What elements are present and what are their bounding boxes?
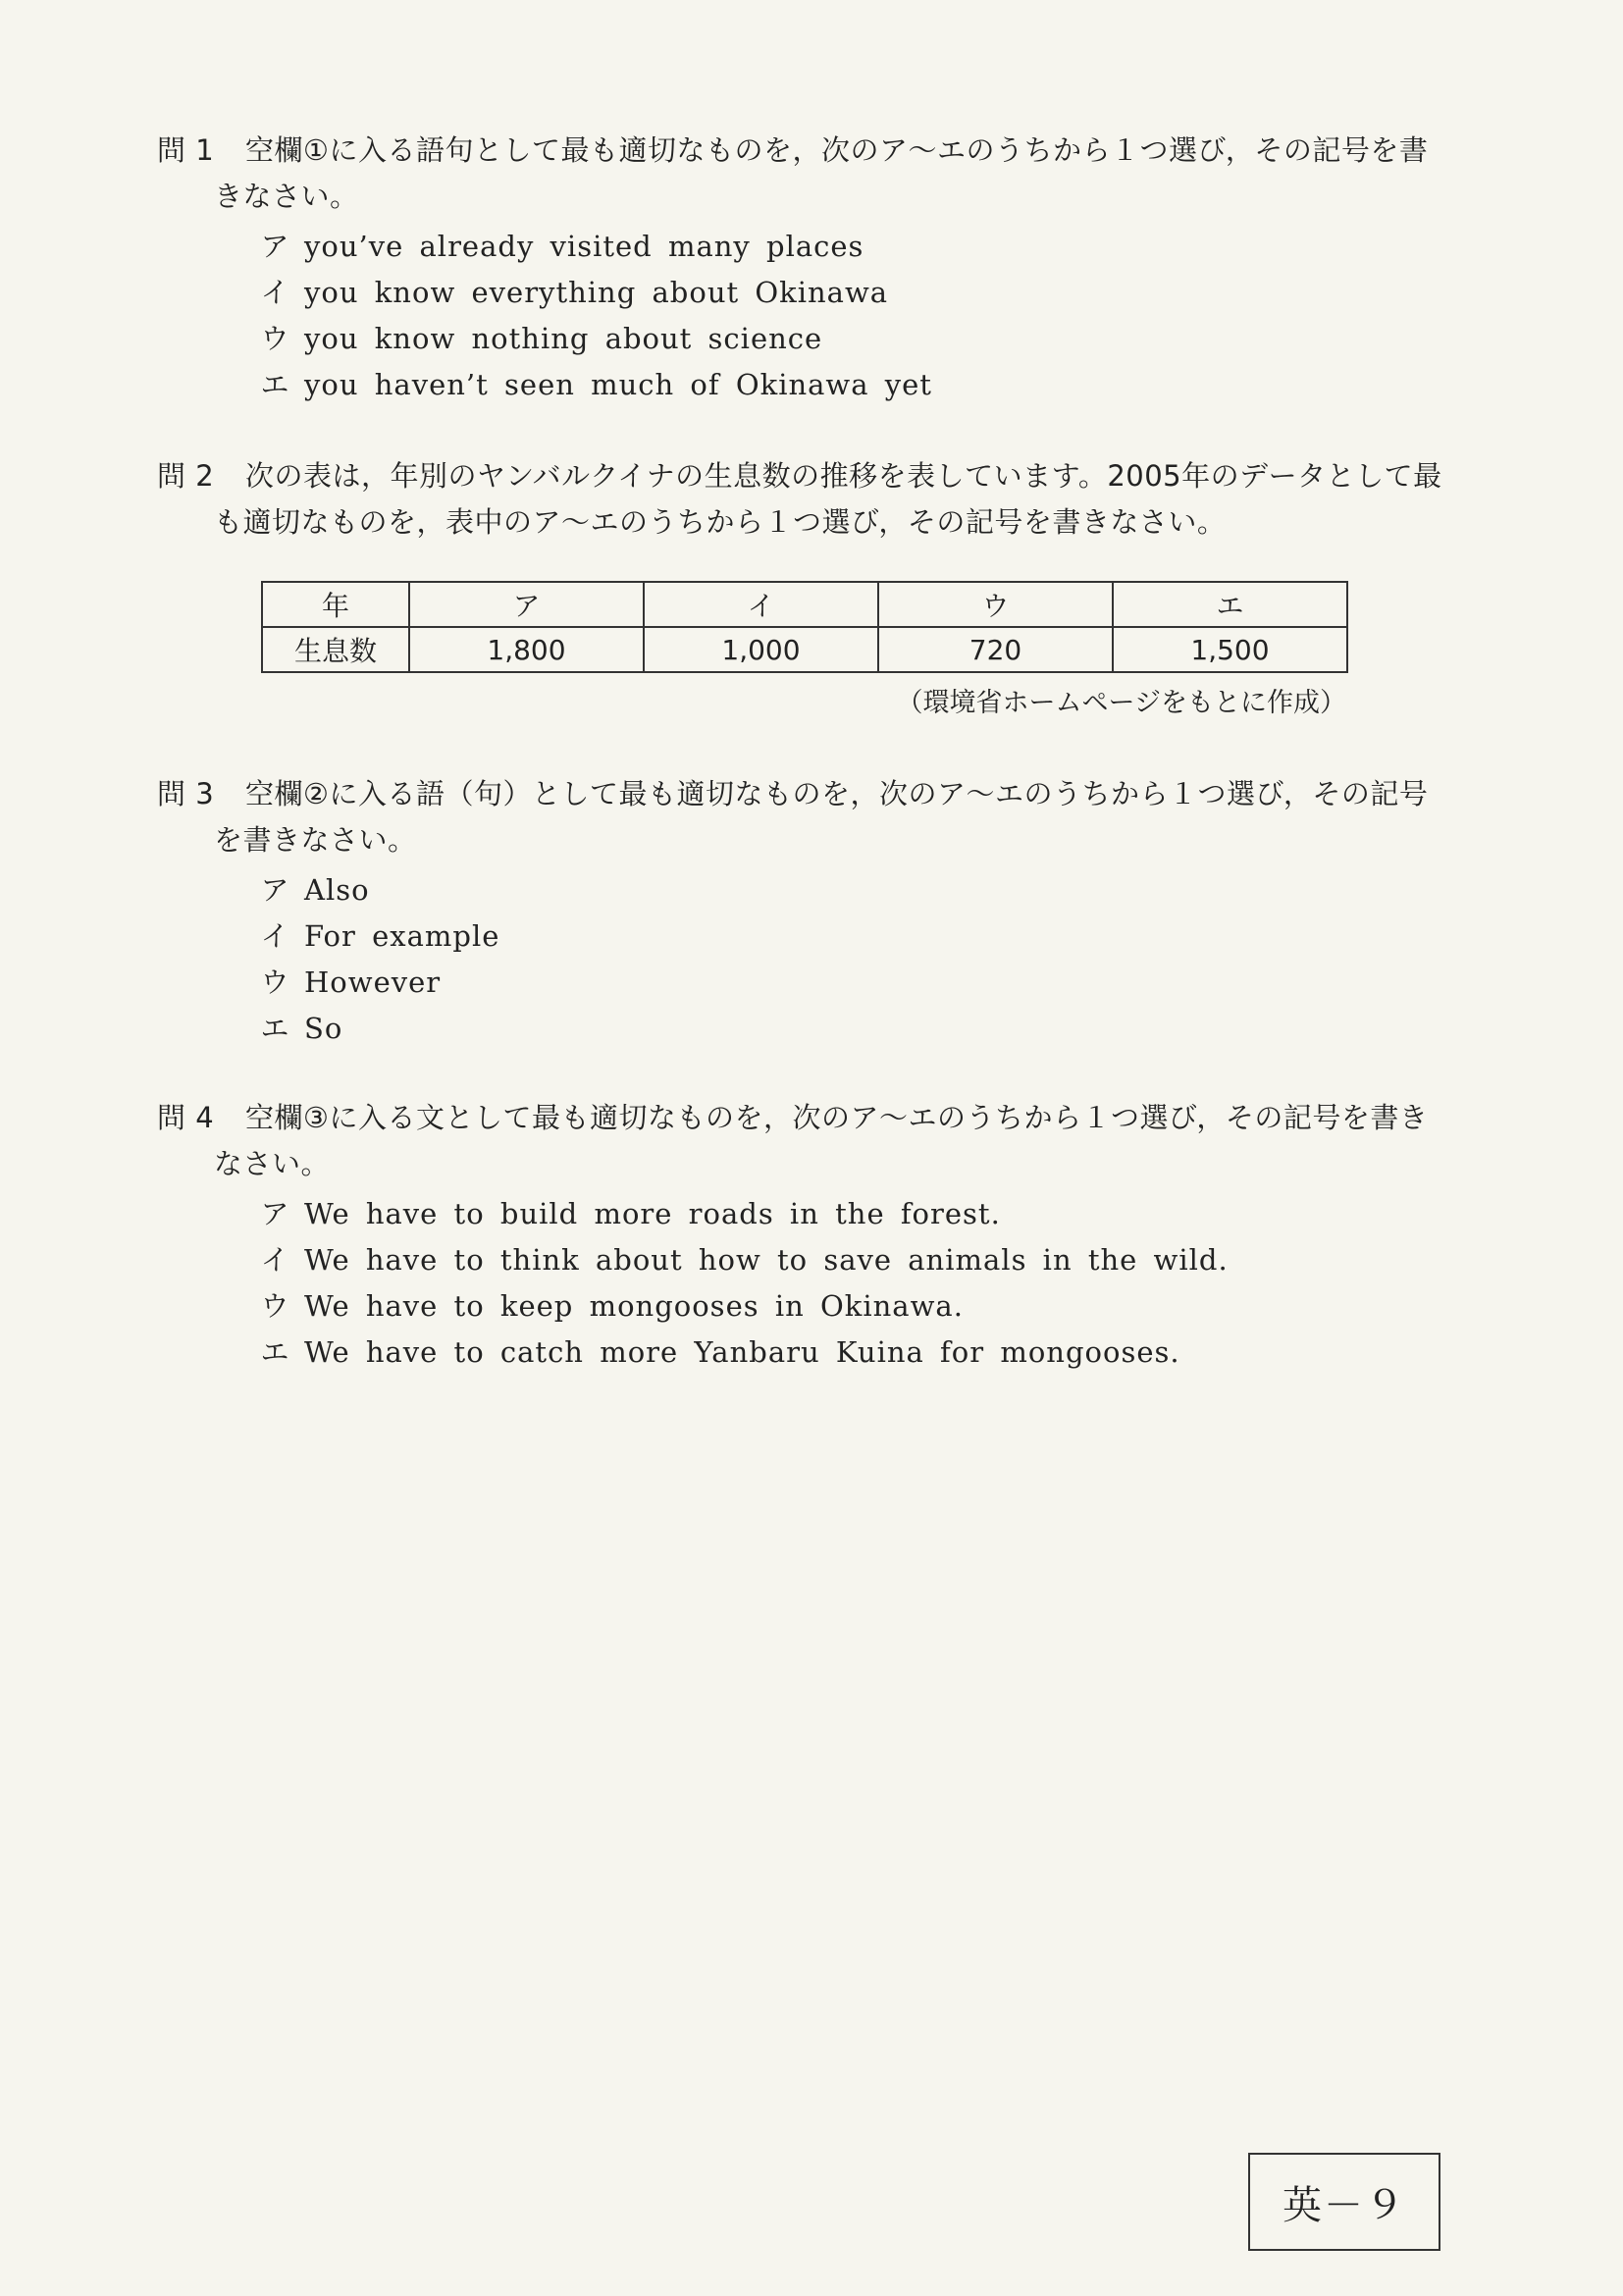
choice-item xyxy=(245,1237,1462,1283)
population-table xyxy=(261,581,1348,673)
question-number: 問 4 xyxy=(157,1101,215,1134)
question-number: 問 2 xyxy=(157,459,215,493)
choice-label: イ xyxy=(260,276,289,309)
choice-text: Also xyxy=(304,873,370,907)
prompt-line: なさい。 xyxy=(214,1147,331,1180)
choice-item xyxy=(245,362,1462,408)
question-3 xyxy=(157,771,1462,1052)
table-cell: 1,800 xyxy=(409,627,644,672)
prompt-line: 空欄①に入る語句として最も適切なものを，次のア～エのうちから１つ選び，その記号を書 xyxy=(245,133,1429,167)
question-3-prompt xyxy=(157,771,1462,863)
table-cell: ア xyxy=(409,582,644,627)
choice-text: For example xyxy=(304,919,500,953)
choice-label: ア xyxy=(260,230,289,263)
table-cell: 1,000 xyxy=(644,627,878,672)
table-source-note: （環境省ホームページをもとに作成） xyxy=(896,688,1346,718)
choice-text: We have to keep mongooses in Okinawa. xyxy=(304,1289,964,1323)
question-number: 問 3 xyxy=(157,777,215,810)
choice-label: イ xyxy=(260,1243,289,1277)
choice-item xyxy=(245,1283,1462,1330)
choice-text: We have to build more roads in the forest. xyxy=(304,1197,1001,1230)
table-cell: 720 xyxy=(878,627,1113,672)
choice-label: エ xyxy=(260,368,289,401)
table-cell: 年 xyxy=(262,582,409,627)
page-number-label: 英－９ xyxy=(1248,2153,1440,2251)
choice-label: ウ xyxy=(260,1289,289,1323)
table-row xyxy=(262,627,1347,672)
choice-item xyxy=(245,867,1462,913)
choice-item xyxy=(245,913,1462,960)
choice-item xyxy=(245,224,1462,270)
choice-label: ア xyxy=(260,1197,289,1230)
table-cell: エ xyxy=(1113,582,1347,627)
table-cell: イ xyxy=(644,582,878,627)
question-4-prompt xyxy=(157,1095,1462,1187)
question-number: 問 1 xyxy=(157,133,215,167)
choice-label: ア xyxy=(260,873,289,907)
table-cell: 1,500 xyxy=(1113,627,1347,672)
choice-label: エ xyxy=(260,1012,289,1045)
choice-item xyxy=(245,960,1462,1006)
prompt-line: 空欄③に入る文として最も適切なものを，次のア～エのうちから１つ選び，その記号を書き xyxy=(245,1101,1429,1134)
choice-text: you know nothing about science xyxy=(304,322,823,355)
choice-text: However xyxy=(304,965,442,999)
choice-text: We have to catch more Yanbaru Kuina for mongooses. xyxy=(304,1335,1180,1369)
table-cell: ウ xyxy=(878,582,1113,627)
choice-list xyxy=(245,867,1462,1052)
question-4 xyxy=(157,1095,1462,1376)
choice-list xyxy=(245,1191,1462,1376)
choice-text: We have to think about how to save animals in the wild. xyxy=(304,1243,1229,1277)
question-1 xyxy=(157,128,1462,408)
choice-text: So xyxy=(304,1012,343,1045)
choice-text: you haven’t seen much of Okinawa yet xyxy=(304,368,932,401)
question-2-prompt xyxy=(157,453,1462,546)
prompt-line: 次の表は，年別のヤンバルクイナの生息数の推移を表しています。2005年のデータとして最 xyxy=(245,459,1442,493)
choice-item xyxy=(245,316,1462,362)
table-header-row xyxy=(262,582,1347,627)
prompt-line: きなさい。 xyxy=(214,180,359,213)
choice-item xyxy=(245,1191,1462,1237)
question-2 xyxy=(157,453,1462,546)
choice-text: you know everything about Okinawa xyxy=(304,276,889,309)
choice-label: ウ xyxy=(260,322,289,355)
choice-item xyxy=(245,1006,1462,1052)
choice-list xyxy=(245,224,1462,408)
choice-label: エ xyxy=(260,1335,289,1369)
choice-label: イ xyxy=(260,919,289,953)
prompt-line: 空欄②に入る語（句）として最も適切なものを，次のア～エのうちから１つ選び，その記号 xyxy=(245,777,1429,810)
choice-text: you’ve already visited many places xyxy=(304,230,864,263)
question-1-prompt xyxy=(157,128,1462,220)
choice-label: ウ xyxy=(260,965,289,999)
prompt-line: を書きなさい。 xyxy=(214,823,417,857)
choice-item xyxy=(245,1330,1462,1376)
choice-item xyxy=(245,270,1462,316)
prompt-line: も適切なものを，表中のア～エのうちから１つ選び，その記号を書きなさい。 xyxy=(214,505,1227,539)
table-cell: 生息数 xyxy=(262,627,409,672)
